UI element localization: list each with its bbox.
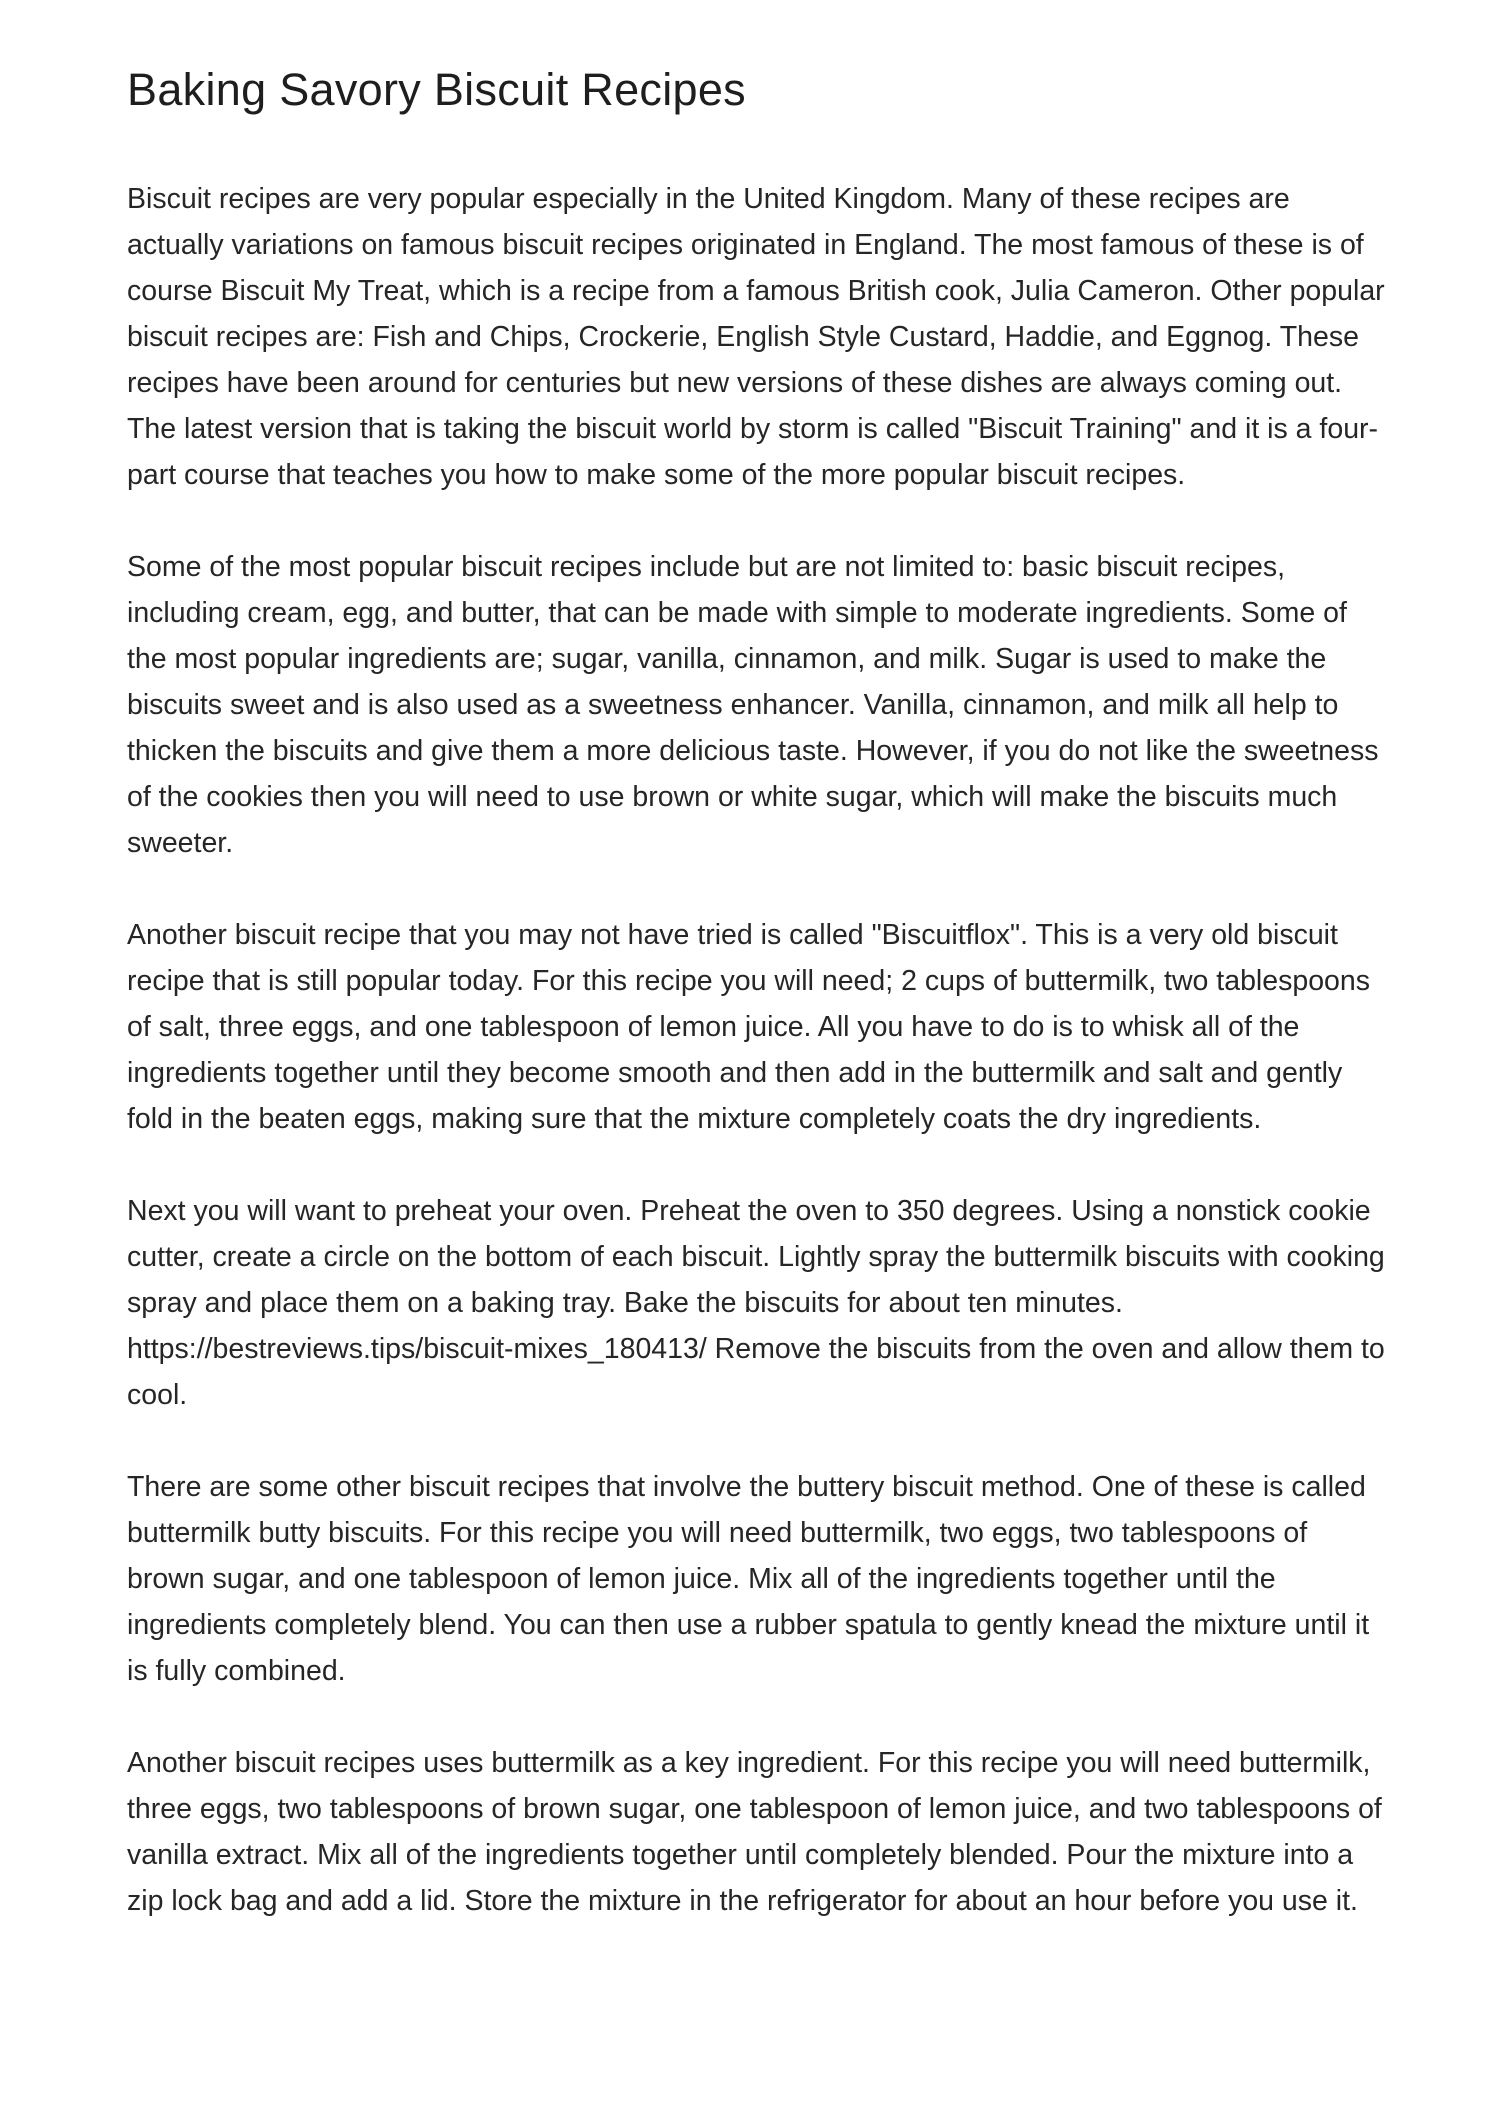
paragraph-4: Next you will want to preheat your oven. Preheat the oven to 350 degrees. Using a nonstick cookie cutter, create a circle on the bottom of each biscuit. Lightly spray the buttermilk biscuits with cooking spray and place them on a baking tray. Bake the biscuits for about ten minutes. https://bestreviews.tips/biscuit-mixes_180413/ Remove the biscuits from the oven and allow them to cool.	[127, 1195, 1385, 1411]
paragraph-3: Another biscuit recipe that you may not have tried is called "Biscuitflox". This is a very old biscuit recipe that is still popular today. For this recipe you will need; 2 cups of buttermilk, two tablespoons of salt, three eggs, and one tablespoon of lemon juice. All you have to do is to whisk all of the ingredients together until they become smooth and then add in the buttermilk and salt and gently fold in the beaten eggs, making sure that the mixture completely coats the dry ingredients.	[127, 919, 1371, 1135]
paragraph-6: Another biscuit recipes uses buttermilk as a key ingredient. For this recipe you will need buttermilk, three eggs, two tablespoons of brown sugar, one tablespoon of lemon juice, and two tablespoons of vanilla extract. Mix all of the ingredients together until completely blended. Pour the mixture into a zip lock bag and add a lid. Store the mixture in the refrigerator for about an hour before you use it.	[127, 1747, 1382, 1917]
document-page	[127, 60, 1387, 1970]
page-title: Baking Savory Biscuit Recipes	[127, 64, 746, 115]
paragraph-5: There are some other biscuit recipes that involve the buttery biscuit method. One of these is called buttermilk butty biscuits. For this recipe you will need buttermilk, two eggs, two tablespoons of brown sugar, and one tablespoon of lemon juice. Mix all of the ingredients together until the ingredients completely blend. You can then use a rubber spatula to gently knead the mixture until it is fully combined.	[127, 1471, 1370, 1687]
paragraph-2: Some of the most popular biscuit recipes include but are not limited to: basic biscuit recipes, including cream, egg, and butter, that can be made with simple to moderate ingredients. Some of the most popular ingredients are; sugar, vanilla, cinnamon, and milk. Sugar is used to make the biscuits sweet and is also used as a sweetness enhancer. Vanilla, cinnamon, and milk all help to thicken the biscuits and give them a more delicious taste. However, if you do not like the sweetness of the cookies then you will need to use brown or white sugar, which will make the biscuits much sweeter.	[127, 551, 1379, 859]
paragraph-1: Biscuit recipes are very popular especially in the United Kingdom. Many of these recipes are actually variations on famous biscuit recipes originated in England. The most famous of these is of course Biscuit My Treat, which is a recipe from a famous British cook, Julia Cameron. Other popular biscuit recipes are: Fish and Chips, Crockerie, English Style Custard, Haddie, and Eggnog. These recipes have been around for centuries but new versions of these dishes are always coming out. The latest version that is taking the biscuit world by storm is called "Biscuit Training" and it is a four-part course that teaches you how to make some of the more popular biscuit recipes.	[127, 183, 1385, 491]
